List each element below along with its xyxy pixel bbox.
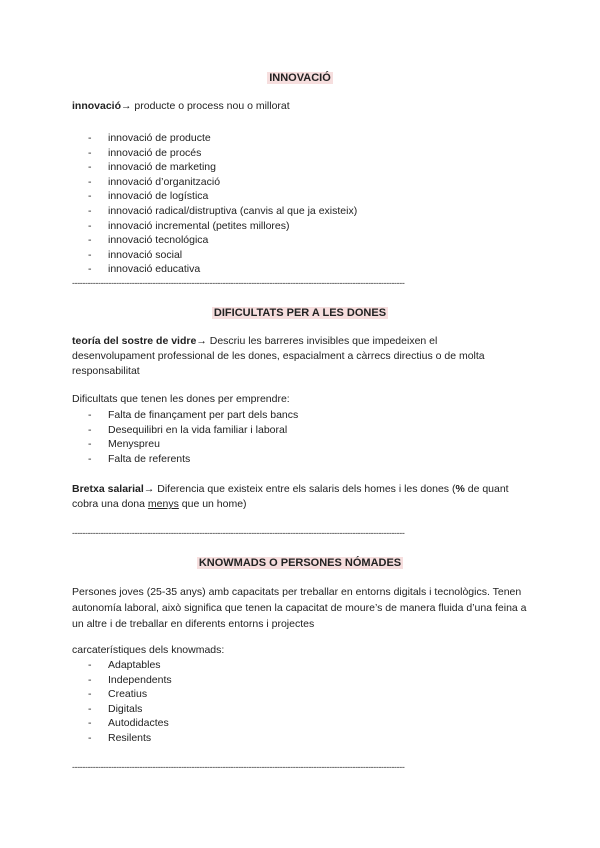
divider-2: --------------------------------------------------------------------------------------------------------------------------------: [72, 528, 405, 538]
list-item: - Digitals: [88, 702, 172, 717]
innovacio-definition: [72, 100, 290, 112]
knowmads-title: KNOWMADS O PERSONES NÓMADES: [198, 557, 402, 569]
list-item: - innovació incremental (petites millores): [88, 219, 357, 234]
list-item: - innovació de procés: [88, 146, 357, 161]
list-item: - Autodidactes: [88, 716, 172, 731]
bretxa-term: Bretxa salarial: [72, 483, 144, 495]
bretxa-percent: %: [455, 483, 465, 495]
list-item: - Menyspreu: [88, 437, 298, 452]
list-item: - Falta de referents: [88, 452, 298, 467]
sostre-vidre-term: teoría del sostre de vidre: [72, 335, 197, 347]
list-item: - Falta de finançament per part dels bancs: [88, 408, 298, 423]
sostre-vidre-paragraph: [72, 334, 522, 379]
bretxa-text-b: de quant cobra una dona: [72, 483, 509, 510]
list-item: - innovació de logística: [88, 189, 357, 204]
bretxa-underlined: menys: [147, 498, 179, 510]
list-item: - innovació social: [88, 248, 357, 263]
list-item: - Resilents: [88, 731, 172, 746]
list-item: - innovació tecnológica: [88, 233, 357, 248]
list-item: - Independents: [88, 673, 172, 688]
dificultats-title: DIFICULTATS PER A LES DONES: [213, 307, 387, 319]
knowmads-intro: carcaterístiques dels knowmads:: [72, 644, 225, 656]
list-item: - innovació de producte: [88, 131, 357, 146]
innovacio-list: [88, 131, 357, 277]
list-item: - Adaptables: [88, 658, 172, 673]
innovacio-def-text: → producte o process nou o millorat: [121, 100, 290, 112]
bretxa-salarial-paragraph: [72, 482, 522, 512]
list-item: - Creatius: [88, 687, 172, 702]
dificultats-intro: Dificultats que tenen les dones per emprendre:: [72, 393, 290, 405]
innovacio-term: innovació: [72, 100, 122, 112]
innovacio-title: INNOVACIÓ: [269, 72, 331, 84]
list-item: - innovació de marketing: [88, 160, 357, 175]
divider-1: --------------------------------------------------------------------------------------------------------------------------------: [72, 278, 405, 288]
list-item: - innovació d’organització: [88, 175, 357, 190]
innovacio-heading: [0, 72, 600, 84]
knowmads-paragraph: Persones joves (25-35 anys) amb capacitats per treballar en entorns digitals i tecnològics. Tenen autonomía laboral, això significa que tenen la capacitat de moure’s de manera fluida d’una feina a un altre i de treballar en diferents entorns i projectes: [72, 586, 527, 630]
list-item: - Desequilibri en la vida familiar i laboral: [88, 423, 298, 438]
knowmads-heading: [0, 557, 600, 569]
list-item: - innovació radical/distruptiva (canvis al que ja existeix): [88, 204, 357, 219]
divider-3: --------------------------------------------------------------------------------------------------------------------------------: [72, 762, 405, 772]
dificultats-list: [88, 408, 298, 466]
bretxa-text-c: que un home): [178, 498, 247, 510]
list-item: - innovació educativa: [88, 262, 357, 277]
dificultats-heading: [0, 307, 600, 319]
bretxa-text-a: → Diferencia que existeix entre els salaris dels homes i les dones (: [143, 483, 456, 495]
knowmads-list: [88, 658, 172, 746]
sostre-vidre-text: → Descriu les barreres invisibles que impedeixen el desenvolupament professional de les dones, espacialment a càrrecs directius o de molta responsabilitat: [72, 335, 485, 377]
